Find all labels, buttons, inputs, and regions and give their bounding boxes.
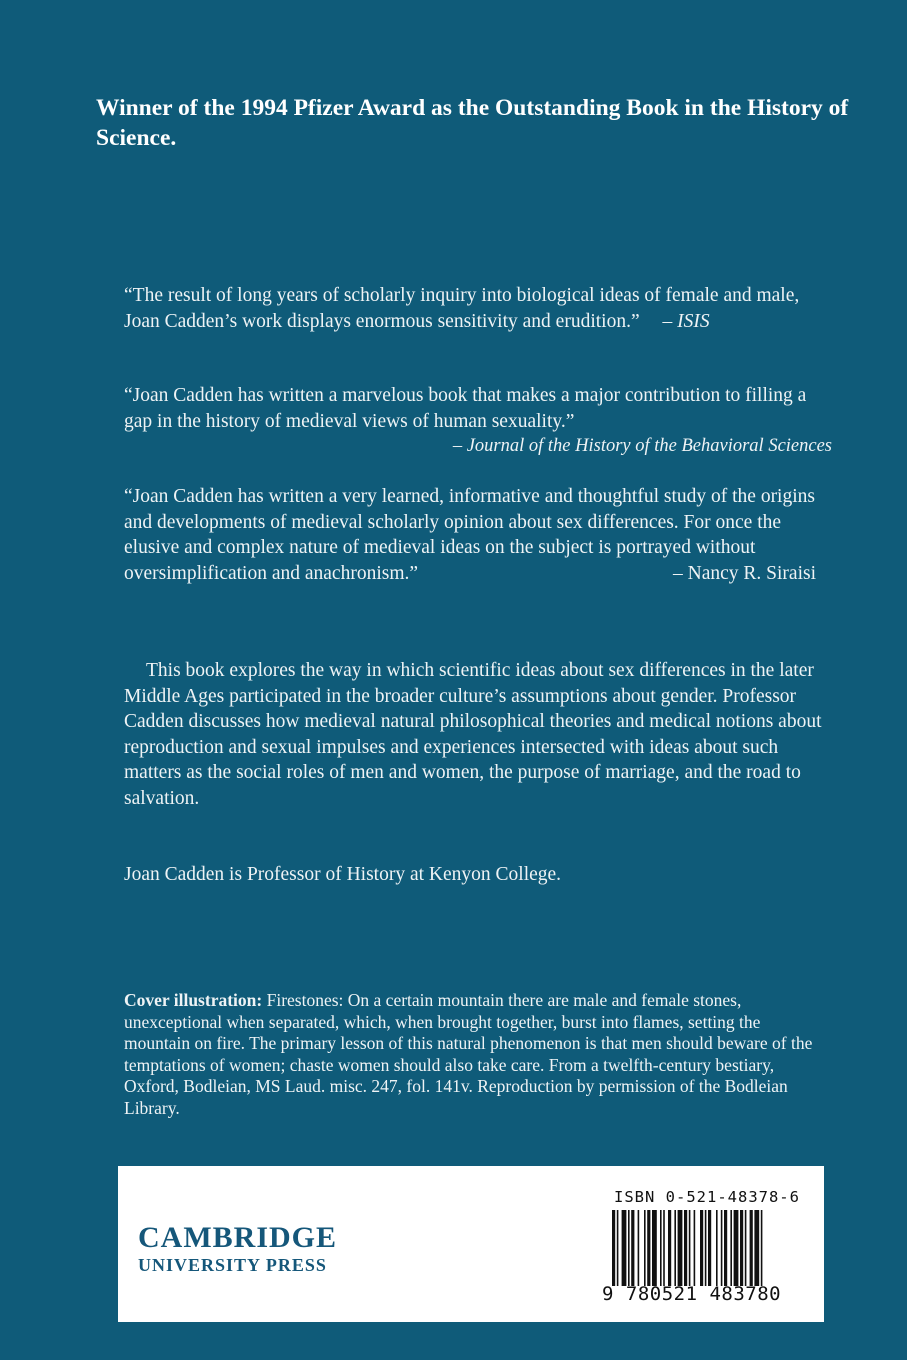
barcode-bar: [668, 1210, 671, 1286]
cover-illustration-text: Firestones: On a certain mountain there are male and female stones, unexceptional when separated, which, when brought together, burst into flames, setting the mountain on fire. The primary lesson of this natural phenomenon is that men should beware of the temptations of women; chaste women should also take care. From a twelfth-century bestiary, Oxford, Bodleian, MS Laud. misc. 247, fol. 141v. Reproduction by permission of the Bodleian Library.: [124, 990, 813, 1118]
barcode-bar: [638, 1210, 640, 1286]
author-note: Joan Cadden is Professor of History at Kenyon College.: [124, 864, 562, 885]
publisher-panel: [118, 1166, 824, 1322]
barcode-bar: [684, 1210, 687, 1286]
quote-source: – Nancy R. Siraisi: [673, 562, 816, 584]
barcode-bar: [761, 1210, 763, 1286]
barcode-bar: [694, 1210, 696, 1286]
publisher-logo: [138, 1222, 337, 1276]
quote-source: – Journal of the History of the Behavioral Sciences: [452, 436, 832, 456]
barcode-bar: [678, 1210, 683, 1286]
quote-text: “The result of long years of scholarly inquiry into biological ideas of female and male, Joan Cadden’s work displays enormous sensitivity and erudition.”: [124, 285, 800, 332]
barcode-bar: [708, 1210, 711, 1286]
barcode-bars: [612, 1210, 806, 1286]
barcode-bar: [721, 1210, 723, 1286]
barcode-bar: [734, 1210, 739, 1286]
award-statement: Winner of the 1994 Pfizer Award as the Outstanding Book in the History of Science.: [96, 95, 849, 151]
publisher-name: CAMBRIDGE: [138, 1221, 338, 1254]
barcode-bar: [612, 1210, 615, 1286]
barcode-bar: [745, 1210, 747, 1286]
barcode: [602, 1188, 812, 1316]
barcode-bar: [689, 1210, 691, 1286]
barcode-bar: [730, 1210, 732, 1286]
barcode-bar: [750, 1210, 753, 1286]
quote-source: – ISIS: [662, 310, 710, 332]
barcode-bar: [622, 1210, 627, 1286]
book-description: [124, 658, 824, 811]
barcode-bar: [663, 1210, 665, 1286]
publisher-subtitle: UNIVERSITY PRESS: [138, 1255, 327, 1275]
review-quote-siraisi: [124, 484, 836, 586]
barcode-bar: [724, 1210, 727, 1286]
cover-illustration-label: Cover illustration:: [124, 990, 263, 1010]
barcode-bar: [647, 1210, 650, 1286]
review-quote-journal: [124, 383, 836, 460]
barcode-bar: [716, 1210, 718, 1286]
barcode-bar: [705, 1210, 707, 1286]
quote-text: “Joan Cadden has written a very learned, informative and thoughtful study of the origins and developments of medieval scholarly opinion about sex differences. For once the elusive and complex nature of medieval ideas on the subject is portrayed without oversimplification and anachronism.”: [124, 486, 815, 584]
cover-illustration-note: [124, 990, 824, 1120]
barcode-bar: [617, 1210, 619, 1286]
barcode-bar: [628, 1210, 630, 1286]
barcode-bar: [674, 1210, 676, 1286]
barcode-bar: [754, 1210, 759, 1286]
barcode-bar: [631, 1210, 634, 1286]
barcode-bar: [700, 1210, 703, 1286]
barcode-bar: [660, 1210, 662, 1286]
barcode-number: 9 780521 483780: [602, 1283, 782, 1305]
barcode-bar: [652, 1210, 657, 1286]
review-quote-isis: [124, 283, 836, 334]
barcode-bar: [644, 1210, 646, 1286]
quote-text: “Joan Cadden has written a marvelous book that makes a major contribution to filling a gap in the history of medieval views of human sexuality.”: [124, 385, 807, 432]
description-text: This book explores the way in which scientific ideas about sex differences in the later Middle Ages participated in the broader culture’s assumptions about gender. Professor Cadden discusses how medieval natural philosophical theories and medical notions about reproduction and sexual impulses and experiences intersected with ideas about such matters as the social roles of men and women, the purpose of marriage, and the road to salvation.: [124, 660, 822, 809]
isbn-label: ISBN 0-521-48378-6: [614, 1188, 800, 1206]
barcode-bar: [740, 1210, 743, 1286]
